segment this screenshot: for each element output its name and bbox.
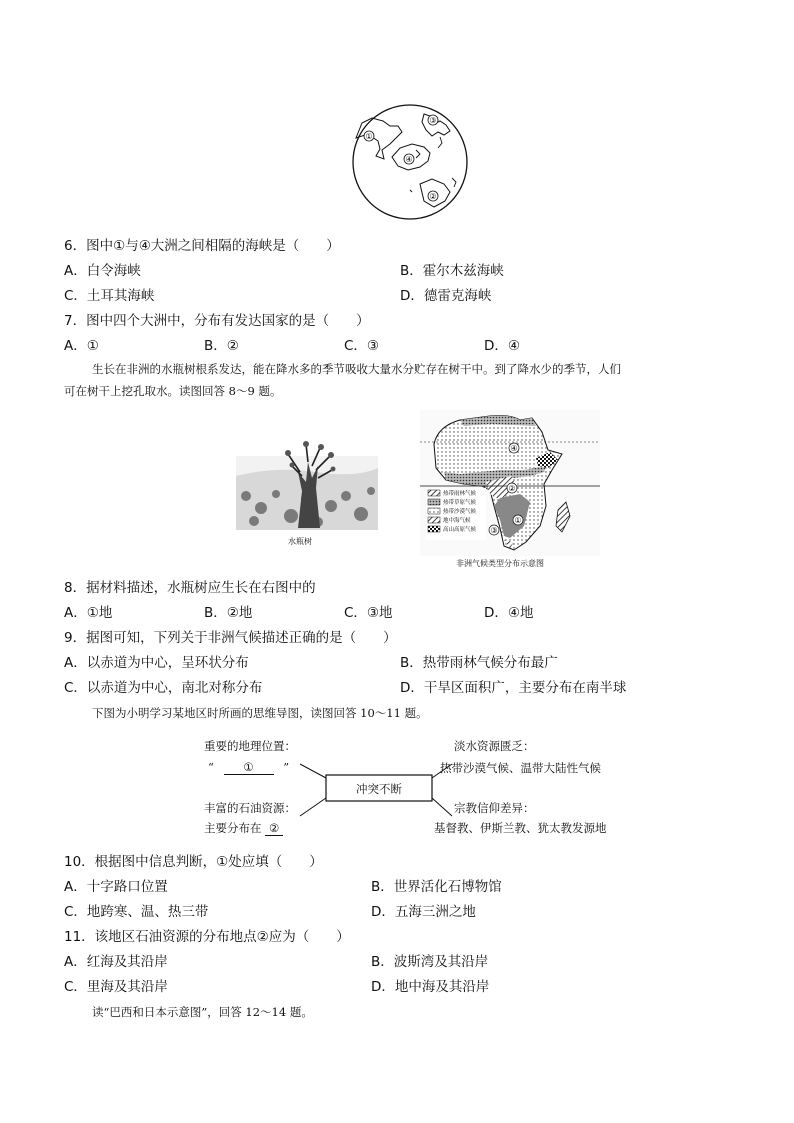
blank-1 bbox=[224, 760, 274, 775]
question-9-option-a: A．以赤道为中心，呈环状分布 bbox=[64, 655, 249, 671]
mind-map-location-blank bbox=[208, 760, 289, 775]
globe-map-figure bbox=[350, 104, 470, 222]
map-marker-2: ② bbox=[508, 484, 516, 493]
intro-12-14: 读“巴西和日本示意图”，回答 12～14 题。 bbox=[92, 1005, 313, 1019]
legend-highland: 高山高原气候 bbox=[443, 527, 477, 533]
mind-map-location-title: 重要的地理位置： bbox=[204, 739, 296, 753]
question-6-option-d: D．德雷克海峡 bbox=[400, 288, 492, 304]
question-7-option-a: A．① bbox=[64, 338, 99, 354]
question-9-option-b: B．热带雨林气候分布最广 bbox=[400, 655, 558, 671]
bottle-tree-photo bbox=[236, 436, 378, 530]
legend-savanna: 热带草原气候 bbox=[443, 500, 477, 506]
question-9-option-c: C．以赤道为中心，南北对称分布 bbox=[64, 680, 263, 696]
legend-desert: 热带沙漠气候 bbox=[443, 509, 477, 515]
question-6-option-c: C．土耳其海峡 bbox=[64, 288, 155, 304]
question-8-option-c: C．③地 bbox=[344, 605, 393, 621]
blank-2 bbox=[265, 821, 283, 836]
bottle-tree-caption: 水瓶树 bbox=[288, 537, 312, 546]
mind-map-water-title: 淡水资源匮乏： bbox=[454, 739, 535, 753]
mind-map-religion-body: 基督教、伊斯兰教、犹太教发源地 bbox=[434, 821, 607, 835]
oil-prefix: 主要分布在 bbox=[204, 821, 262, 835]
question-8-stem: 8．据材料描述，水瓶树应生长在右图中的 bbox=[64, 580, 316, 596]
mind-map-water-body: 热带沙漠气候、温带大陆性气候 bbox=[440, 761, 601, 775]
intro-8-9 bbox=[64, 358, 736, 402]
map-marker-4: ④ bbox=[510, 444, 518, 453]
question-10-stem: 10．根据图中信息判断，①处应填（ ） bbox=[64, 854, 323, 870]
globe-marker-2: ② bbox=[429, 192, 437, 201]
open-quote: “ bbox=[208, 760, 214, 774]
question-8-option-a: A．①地 bbox=[64, 605, 113, 621]
question-11-option-d: D．地中海及其沿岸 bbox=[371, 979, 490, 995]
map-marker-3: ③ bbox=[490, 526, 498, 535]
globe-marker-4: ④ bbox=[405, 155, 413, 164]
map-marker-1: ① bbox=[514, 516, 522, 525]
question-6-stem: 6．图中①与④大洲之间相隔的海峡是（ ） bbox=[64, 238, 340, 254]
question-9-stem: 9．据图可知，下列关于非洲气候描述正确的是（ ） bbox=[64, 630, 397, 646]
africa-map-caption: 非洲气候类型分布示意图 bbox=[456, 559, 544, 568]
question-6-option-b: B．霍尔木兹海峡 bbox=[400, 263, 504, 279]
close-quote: ” bbox=[283, 760, 290, 774]
mind-map bbox=[190, 732, 630, 844]
mind-map-center: 冲突不断 bbox=[356, 782, 402, 796]
africa-climate-map bbox=[420, 410, 600, 556]
question-9-option-d: D．干旱区面积广，主要分布在南半球 bbox=[400, 680, 627, 696]
question-7-option-c: C．③ bbox=[344, 338, 380, 354]
intro-10-11: 下图为小明学习某地区时所画的思维导图，读图回答 10～11 题。 bbox=[92, 706, 428, 720]
question-10-option-b: B．世界活化石博物馆 bbox=[371, 879, 502, 895]
mind-map-oil-line bbox=[204, 820, 283, 836]
globe-marker-1: ① bbox=[365, 132, 373, 141]
question-8-option-b: B．②地 bbox=[204, 605, 253, 621]
question-10-option-a: A．十字路口位置 bbox=[64, 879, 168, 895]
question-8-option-d: D．④地 bbox=[484, 605, 534, 621]
legend-mediterranean: 地中海气候 bbox=[443, 518, 471, 524]
question-10-option-c: C．地跨寒、温、热三带 bbox=[64, 904, 209, 920]
map-legend bbox=[426, 488, 486, 540]
question-11-option-c: C．里海及其沿岸 bbox=[64, 979, 168, 995]
blank-2-label: ② bbox=[269, 821, 280, 835]
question-10-option-d: D．五海三洲之地 bbox=[371, 904, 476, 920]
legend-rainforest: 热带雨林气候 bbox=[443, 491, 477, 497]
mind-map-religion-title: 宗教信仰差异： bbox=[454, 801, 535, 815]
question-11-option-b: B．波斯湾及其沿岸 bbox=[371, 954, 489, 970]
intro-8-9-line-2: 可在树干上挖孔取水。读图回答 8～9 题。 bbox=[64, 384, 282, 398]
intro-8-9-line-1: 生长在非洲的水瓶树根系发达，能在降水多的季节吸收大量水分贮存在树干中。到了降水少的季节，人们 bbox=[92, 362, 621, 376]
question-6-option-a: A．白令海峡 bbox=[64, 263, 141, 279]
question-7-option-b: B．② bbox=[204, 338, 239, 354]
question-11-option-a: A．红海及其沿岸 bbox=[64, 954, 168, 970]
question-11-stem: 11．该地区石油资源的分布地点②应为（ ） bbox=[64, 929, 350, 945]
question-7-stem: 7．图中四个大洲中，分布有发达国家的是（ ） bbox=[64, 313, 370, 329]
mind-map-oil-title: 丰富的石油资源： bbox=[204, 801, 296, 815]
question-7-option-d: D．④ bbox=[484, 338, 520, 354]
blank-1-label: ① bbox=[243, 760, 254, 774]
globe-marker-3: ③ bbox=[429, 116, 437, 125]
